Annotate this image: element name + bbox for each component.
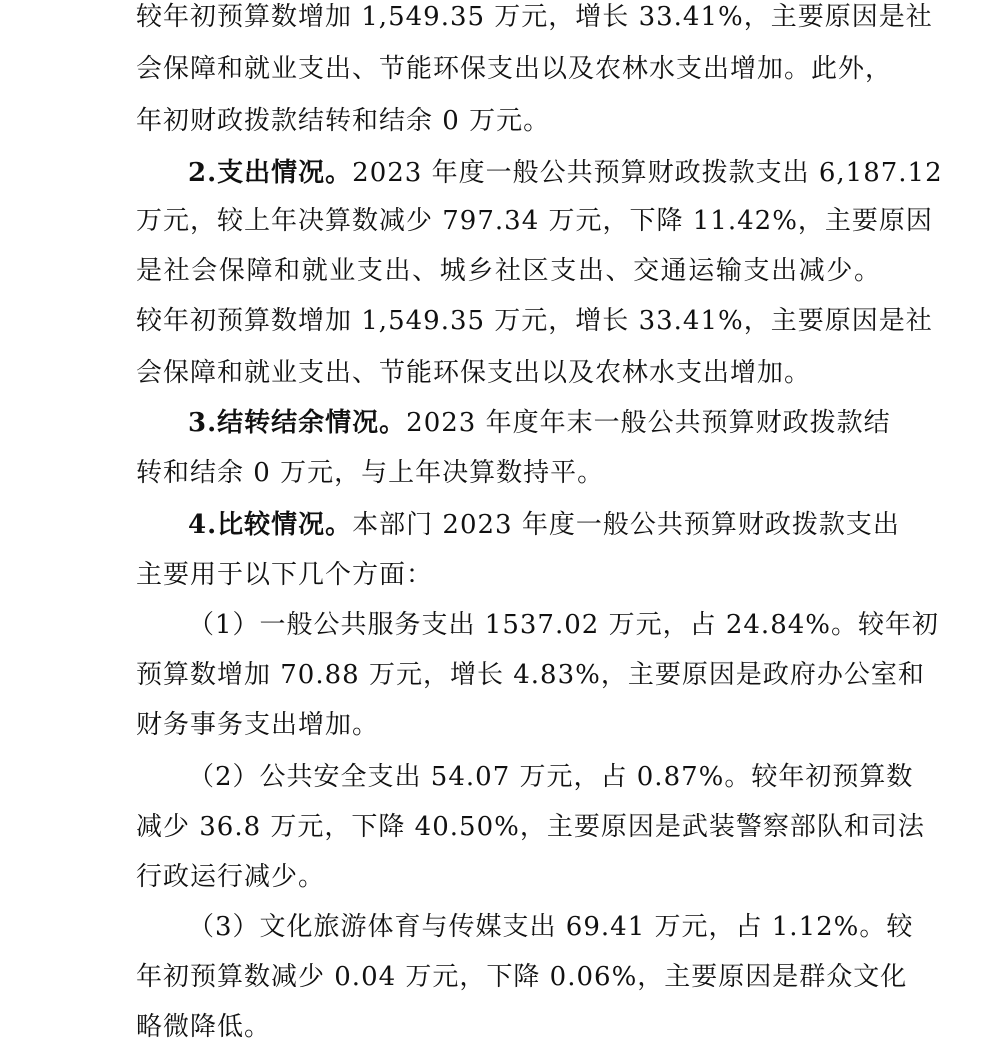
paragraph-line: 年初财政拨款结转和结余 0 万元。	[136, 106, 551, 136]
paragraph-line: 减少 36.8 万元，下降 40.50%，主要原因是武装警察部队和司法	[136, 812, 925, 842]
section-heading-3: 3.结转结余情况。	[188, 408, 407, 438]
paragraph-line: 较年初预算数增加 1,549.35 万元，增长 33.41%，主要原因是社	[136, 306, 933, 336]
paragraph-line: 年初预算数减少 0.04 万元，下降 0.06%，主要原因是群众文化	[136, 962, 908, 992]
paragraph-line: 预算数增加 70.88 万元，增长 4.83%，主要原因是政府办公室和	[136, 660, 925, 690]
section-heading-2: 2.支出情况。	[188, 158, 353, 188]
paragraph-line: 财务事务支出增加。	[136, 710, 380, 740]
section-heading-line: 4.比较情况。本部门 2023 年度一般公共预算财政拨款支出	[188, 510, 900, 540]
paragraph-line: 会保障和就业支出、节能环保支出以及农林水支出增加。	[136, 358, 812, 388]
paragraph-line: 行政运行减少。	[136, 862, 326, 892]
paragraph-line: 略微降低。	[136, 1012, 272, 1042]
paragraph-line: 万元，较上年决算数减少 797.34 万元，下降 11.42%，主要原因	[136, 206, 933, 236]
list-item-line: （2）公共安全支出 54.07 万元，占 0.87%。较年初预算数	[188, 762, 914, 792]
paragraph-line: 转和结余 0 万元，与上年决算数持平。	[136, 458, 605, 488]
paragraph-line: 会保障和就业支出、节能环保支出以及农林水支出增加。此外，	[136, 54, 893, 84]
section-heading-4: 4.比较情况。	[188, 510, 353, 540]
section-heading-line: 2.支出情况。2023 年度一般公共预算财政拨款支出 6,187.12	[188, 158, 943, 188]
list-item-line: （3）文化旅游体育与传媒支出 69.41 万元，占 1.12%。较	[188, 912, 914, 942]
paragraph-line: 较年初预算数增加 1,549.35 万元，增长 33.41%，主要原因是社	[136, 2, 933, 32]
section-heading-line: 3.结转结余情况。2023 年度年末一般公共预算财政拨款结	[188, 408, 891, 438]
paragraph-line: 主要用于以下几个方面：	[136, 560, 434, 590]
paragraph-line: 是社会保障和就业支出、城乡社区支出、交通运输支出减少。	[136, 256, 881, 286]
list-item-line: （1）一般公共服务支出 1537.02 万元，占 24.84%。较年初	[188, 610, 939, 640]
